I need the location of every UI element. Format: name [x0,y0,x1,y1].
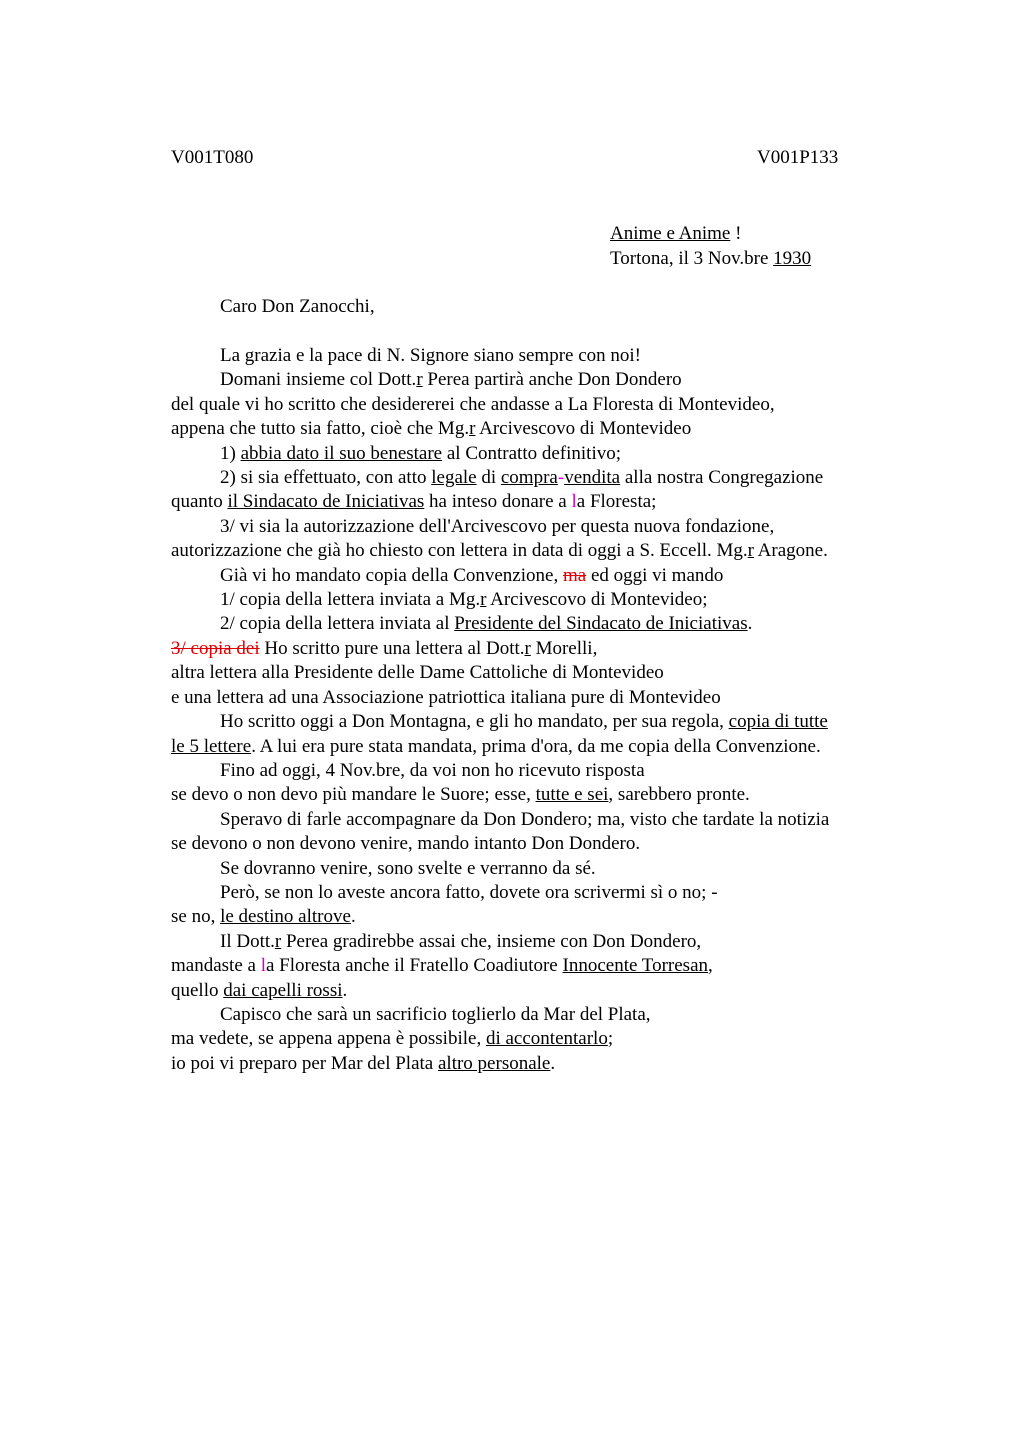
text-run: a Floresta; [576,491,657,513]
text-run: Ho scritto pure una lettera al Dott. [259,637,525,659]
underlined-text: r [469,418,476,440]
body-line [171,759,901,783]
text-run: Però, se non lo aveste ancora fatto, dovete ora scrivermi sì o no; - [220,881,718,903]
text-run: Capisco che sarà un sacrificio toglierlo da Mar del Plata, [220,1003,651,1025]
text-run: 1/ copia della lettera inviata a Mg. [220,589,481,611]
text-run: . [350,906,356,928]
letter-body [171,344,901,1076]
body-line [171,637,901,661]
text-run: . [747,613,753,635]
text-run: Fino ad oggi, 4 Nov.bre, da voi non ho ricevuto risposta [220,759,645,781]
date-year: 1930 [773,247,812,269]
body-line [171,393,901,417]
underlined-text: le destino altrove [220,906,351,928]
underlined-text: vendita [564,467,621,489]
correction-mark: l [571,491,577,513]
body-line [171,808,901,832]
text-run: quanto [171,491,228,513]
text-run: . A lui era pure stata mandata, prima d'ora, da me copia della Convenzione. [251,735,821,757]
underlined-text: tutte e sei [535,784,609,806]
body-line [171,930,901,954]
text-run: di [476,467,501,489]
text-run: ha inteso donare a [424,491,572,513]
body-line [171,857,901,881]
text-run: al Contratto definitivo; [442,442,622,464]
underlined-text: r [274,930,282,952]
body-line [171,735,901,759]
body-line [171,588,901,612]
underlined-text: compra [500,467,558,489]
body-line [171,954,901,978]
text-run: del quale vi ho scritto che desidererei che andasse a La Floresta di Montevideo, [171,393,775,415]
motto-punct: ! [730,223,742,244]
underlined-text: Presidente del Sindacato de Iniciativas [454,613,748,635]
text-run: 2/ copia della lettera inviata al [220,613,455,635]
text-run: 3/ vi sia la autorizzazione dell'Arcivescovo per questa nuova fondazione, [220,515,775,537]
text-run: appena che tutto sia fatto, cioè che Mg. [171,418,470,440]
document-code-left: V001T080 [171,147,254,168]
text-run: Arcivescovo di Montevideo [475,418,692,440]
text-run: Già vi ho mandato copia della Convenzione, [220,564,563,586]
text-run: se devono o non devono venire, mando intanto Don Dondero. [171,833,641,855]
text-run: ma vedete, se appena appena è possibile, [171,1028,486,1050]
text-run: io poi vi preparo per Mar del Plata [171,1052,438,1074]
body-line [171,442,901,466]
underlined-text: le 5 lettere [171,735,252,757]
body-line [171,783,901,807]
text-run: ed oggi vi mando [586,564,724,586]
underlined-text: r [524,637,531,659]
text-run: altra lettera alla Presidente delle Dame Cattoliche di Montevideo [171,662,664,684]
text-run: . [550,1052,556,1074]
struck-text: 3/ copia dei [171,637,260,659]
text-run: , [708,955,713,977]
text-run: Perea partirà anche Don Dondero [422,369,682,391]
underlined-text: legale [431,467,477,489]
body-line [171,905,901,929]
body-line [171,490,901,514]
underlined-text: dai capelli rossi [223,979,343,1001]
date-prefix: Tortona, il 3 Nov.bre [610,247,774,269]
text-run: autorizzazione che già ho chiesto con lettera in data di oggi a S. Eccell. Mg. [171,540,748,562]
date-line [610,247,811,272]
text-run: se no, [171,906,221,928]
salutation: Caro Don Zanocchi, [220,296,375,317]
underlined-text: altro personale [437,1052,551,1074]
text-run: 2) si sia effettuato, con atto [220,467,432,489]
body-line [171,368,901,392]
body-line [171,466,901,490]
text-run: , sarebbero pronte. [608,784,750,806]
underlined-text: abbia dato il suo benestare [240,442,443,464]
correction-mark: l [260,955,266,977]
underlined-text: r [747,540,754,562]
text-run: Speravo di farle accompagnare da Don Dondero; ma, visto che tardate la notizia [220,808,830,830]
motto-line [610,222,811,247]
underlined-text: il Sindacato de Iniciativas [227,491,425,513]
text-run: e una lettera ad una Associazione patriottica italiana pure di Montevideo [171,686,721,708]
body-line [171,539,901,563]
text-run: alla nostra Congregazione [620,467,824,489]
text-run: quello [171,979,224,1001]
underlined-text: Innocente Torresan [562,955,709,977]
text-run: ; [607,1028,614,1050]
underlined-text: copia di tutte [728,711,828,733]
underlined-text: r [416,369,423,391]
text-run: Perea gradirebbe assai che, insieme con Don Dondero, [281,930,702,952]
body-line [171,979,901,1003]
body-line [171,832,901,856]
text-run: La grazia e la pace di N. Signore siano sempre con noi! [220,345,642,366]
correction-mark: - [557,467,565,489]
letter-header [610,222,811,271]
body-line [171,710,901,734]
text-run: Domani insieme col Dott. [220,369,417,391]
body-line [171,417,901,441]
struck-text: ma [562,564,587,586]
body-line [171,686,901,710]
text-run: . [342,979,348,1001]
text-run: Morelli, [530,637,598,659]
underlined-text: r [480,589,487,611]
body-line [171,344,901,368]
text-run: Ho scritto oggi a Don Montagna, e gli ho mandato, per sua regola, [220,711,729,733]
text-run: Aragone. [753,540,828,562]
body-line [171,1027,901,1051]
body-line [171,881,901,905]
text-run: Il Dott. [220,930,275,952]
body-line [171,1052,901,1076]
body-line [171,661,901,685]
text-run: Se dovranno venire, sono svelte e verranno da sé. [220,857,596,879]
document-code-right: V001P133 [757,147,839,168]
body-line [171,1003,901,1027]
text-run: mandaste a [171,955,261,977]
body-line [171,612,901,636]
text-run: a Floresta anche il Fratello Coadiutore [265,955,563,977]
text-run: Arcivescovo di Montevideo; [486,589,708,611]
text-run: se devo o non devo più mandare le Suore; esse, [171,784,536,806]
motto: Anime e Anime [610,223,731,244]
body-line [171,515,901,539]
underlined-text: di accontentarlo [485,1028,608,1050]
body-line [171,564,901,588]
text-run: 1) [220,442,241,464]
